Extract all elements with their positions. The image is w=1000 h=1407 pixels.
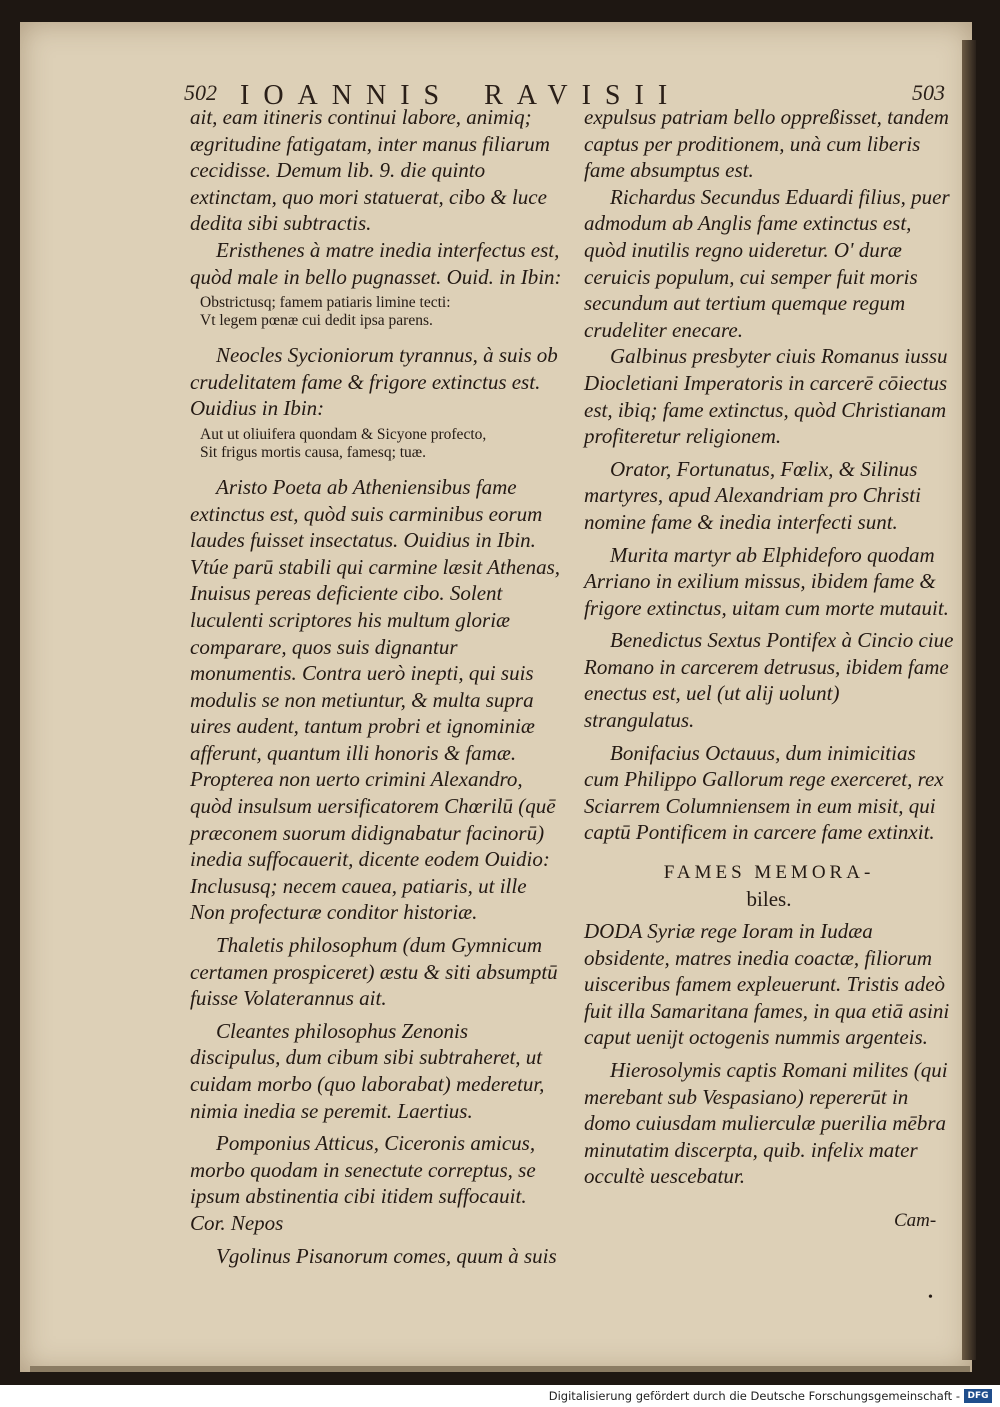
paragraph: Orator, Fortunatus, Fœlix, & Silinus martyres, apud Alexandriam pro Christi nomine fame & inedia interfecti sunt. [584, 456, 921, 534]
page-number-left: 502 [184, 80, 217, 105]
paragraph: Vgolinus Pisanorum comes, quum à suis [216, 1243, 557, 1268]
paragraph: Thaletis philosophum (dum Gymnicum certamen prospiceret) æstu & siti absumptū fuisse Volaterannus ait. [190, 933, 558, 1011]
section-heading-continued: biles. [746, 887, 792, 912]
paragraph: Murita martyr ab Elphideforo quodam Arriano in exilium missus, ibidem fame & frigore extinctus, uitam cum morte mutauit. [584, 542, 949, 620]
paragraph: Neocles Sycioniorum tyrannus, à suis ob crudelitatem fame & frigore extinctus est. Ouidius in Ibin: [190, 343, 558, 421]
paragraph: Aristo Poeta ab Atheniensibus fame extinctus est, quòd suis carminibus eorum laudes fuisset insectatus. Ouidius in Ibin. Vtúe parū stabili qui carmine læsit Athenas, Inuisus pereas deficiente cibo. Solent luculenti scriptores his multum gloriæ comparare, quos suis dignantur monumentis. Contra uerò inepti, qui suis modulis se non metiuntur, & multa supra uires audent, tantum probri et ignominiæ afferunt, quantum illi honoris & famæ. Propterea non uerto crimini Alexandro, quòd insulsum uersificatorem Chœrilū (quē præconem suorum didignabatur facinorū) inedia suffocauerit, dicente eodem Ouidio: Inclususq; necem cauea, patiaris, ut ille Non profecturæ conditor historiæ. [190, 474, 561, 925]
page-mark: • [928, 1290, 933, 1305]
verse-line: Sit frigus mortis causa, famesq; tuæ. [200, 443, 427, 461]
right-column [584, 104, 954, 1190]
left-column [190, 104, 562, 1269]
paragraph: Pomponius Atticus, Ciceronis amicus, morbo quodam in senectute correptus, se ipsum abstinentia cibi itidem suffocauit. Cor. Nepos [190, 1131, 536, 1235]
paragraph: Richardus Secundus Eduardi filius, puer admodum ab Anglis fame extinctus est, quòd inutilis regno uideretur. O' duræ ceruicis populum, cui semper fuit moris secundum aut tertium quemque regum crudeliter enecare. [584, 184, 950, 342]
paragraph: Bonifacius Octauus, dum inimicitias cum Philippo Gallorum rege exerceret, rex Sciarrem Columniensem in eum misit, qui captū Pontificem in carcere fame extinxit. [584, 740, 944, 845]
page-number-right: 503 [912, 80, 945, 105]
running-title: IOANNIS RAVISII [240, 80, 682, 111]
verse-line: Obstrictusq; famem patiaris limine tecti: [200, 294, 451, 312]
verse-line: Vt legem pœnæ cui dedit ipsa parens. [200, 312, 433, 330]
paragraph: Hierosolymis captis Romani milites (qui merebant sub Vespasiano) repererūt in domo cuiusdam mulierculæ puerilia mēbra minutatim discerpta, quib. infelix mater occultè uescebatur. [584, 1058, 948, 1189]
page-bottom-edge [30, 1366, 970, 1372]
paragraph: DODA Syriæ rege Ioram in Iudæa obsidente, matres inedia coactæ, filiorum uisceribus famem expleuerunt. Tristis adeò fuit illa Samaritana fames, in qua etiā asini caput uenijt octogenis nummis argenteis. [584, 919, 950, 1050]
paragraph: ait, eam itineris continui labore, animiq; ægritudine fatigatam, inter manus filiarum cecidisse. Demum lib. 9. die quinto extinctam, quo mori statuerat, cibo & luce dedita sibi subtractis. [190, 105, 550, 236]
paragraph: Eristhenes à matre inedia interfectus est, quòd male in bello pugnasset. Ouid. in Ibin: [190, 237, 562, 289]
verse-quote [190, 294, 562, 330]
catchword: Cam- [894, 1210, 937, 1231]
paragraph: Cleantes philosophus Zenonis discipulus, dum cibum sibi subtraheret, ut cuidam morbo (quo laborabat) mederetur, nimia inedia se peremit. Laertius. [190, 1018, 545, 1123]
paragraph: Galbinus presbyter ciuis Romanus iussu Diocletiani Imperatoris in carcerē cōiectus est, ibiq; fame extinctus, quòd Christianam profiteretur religionem. [584, 344, 948, 449]
paragraph: Benedictus Sextus Pontifex à Cincio ciue Romano in carcerem detrusus, ibidem fame enectus est, uel (ut alij uolunt) strangulatus. [584, 628, 954, 733]
verse-quote [190, 426, 562, 462]
page-edge [962, 40, 976, 1360]
paragraph: expulsus patriam bello oppreßisset, tandem captus per proditionem, unà cum liberis fame absumptus est. [584, 105, 949, 183]
dfg-logo: DFG [964, 1389, 992, 1403]
footer-credit: Digitalisierung gefördert durch die Deutsche Forschungsgemeinschaft - [548, 1389, 960, 1403]
section-heading: FAMES MEMORA- [663, 862, 875, 884]
digitization-footer [0, 1386, 1000, 1407]
verse-line: Aut ut oliuifera quondam & Sicyone profecto, [200, 425, 487, 443]
